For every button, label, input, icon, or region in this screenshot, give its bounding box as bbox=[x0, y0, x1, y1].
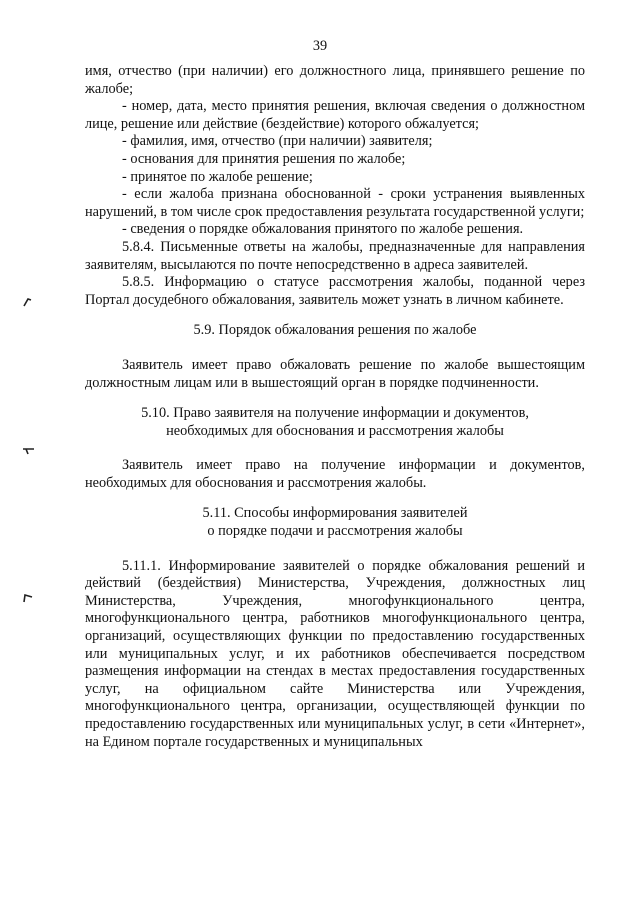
paragraph: имя, отчество (при наличии) его должностного лица, принявшего решение по жалобе; bbox=[85, 63, 585, 97]
paragraph: 5.8.4. Письменные ответы на жалобы, предназначенные для направления заявителям, высылаются по почте непосредственно в адреса заявителей. bbox=[85, 238, 585, 273]
paragraph: Заявитель имеет право обжаловать решение по жалобе вышестоящим должностным лицам или в вышестоящий орган в порядке подчиненности. bbox=[85, 356, 585, 391]
section-heading-line: необходимых для обоснования и рассмотрения жалобы bbox=[166, 422, 504, 439]
margin-mark-icon bbox=[22, 593, 36, 603]
list-item: - фамилия, имя, отчество (при наличии) заявителя; bbox=[122, 133, 433, 150]
margin-mark-icon bbox=[22, 297, 36, 307]
margin-mark-icon bbox=[22, 446, 36, 456]
list-item: - основания для принятия решения по жалобе; bbox=[122, 150, 406, 167]
document-body bbox=[85, 63, 585, 751]
list-item: - если жалоба признана обоснованной - сроки устранения выявленных нарушений, в том числе срок предоставления результата государственной услуги; bbox=[85, 186, 585, 220]
list-item: - принятое по жалобе решение; bbox=[122, 168, 313, 185]
list-item: - номер, дата, место принятия решения, включая сведения о должностном лице, решение или действие (бездействие) которого обжалуется; bbox=[85, 98, 585, 132]
paragraph: 5.8.5. Информацию о статусе рассмотрения жалобы, поданной через Портал досудебного обжалования, заявитель может узнать в личном кабинете. bbox=[85, 274, 585, 308]
section-heading-line: 5.11. Способы информирования заявителей bbox=[202, 505, 468, 522]
paragraph: 5.11.1. Информирование заявителей о порядке обжалования решений и действий (бездействия) Министерства, Учреждения, должностных лиц Министерства, Учреждения, многофункционального центра, многофункционального центра, работников многофункционального центра, организаций, осуществляющих функции по предоставлению государственных или муниципальных услуг, и их работников обеспечивается посредством размещения информации на стендах в местах предоставления государственных услуг, на официальном сайте Министерства или Учреждения, многофункционального центра, организации, осуществляющей функции по предоставлению государственных или муниципальных услуг, в сети «Интернет», на Едином портале государственных и муниципальных bbox=[85, 557, 585, 750]
section-heading: 5.9. Порядок обжалования решения по жалобе bbox=[193, 322, 477, 339]
section-heading-line: 5.10. Право заявителя на получение информации и документов, bbox=[141, 405, 529, 422]
section-heading-line: о порядке подачи и рассмотрения жалобы bbox=[207, 523, 463, 540]
list-item: - сведения о порядке обжалования принятого по жалобе решения. bbox=[122, 221, 524, 238]
page-number: 39 bbox=[312, 38, 328, 54]
paragraph: Заявитель имеет право на получение информации и документов, необходимых для обоснования и рассмотрения жалобы. bbox=[85, 457, 585, 491]
